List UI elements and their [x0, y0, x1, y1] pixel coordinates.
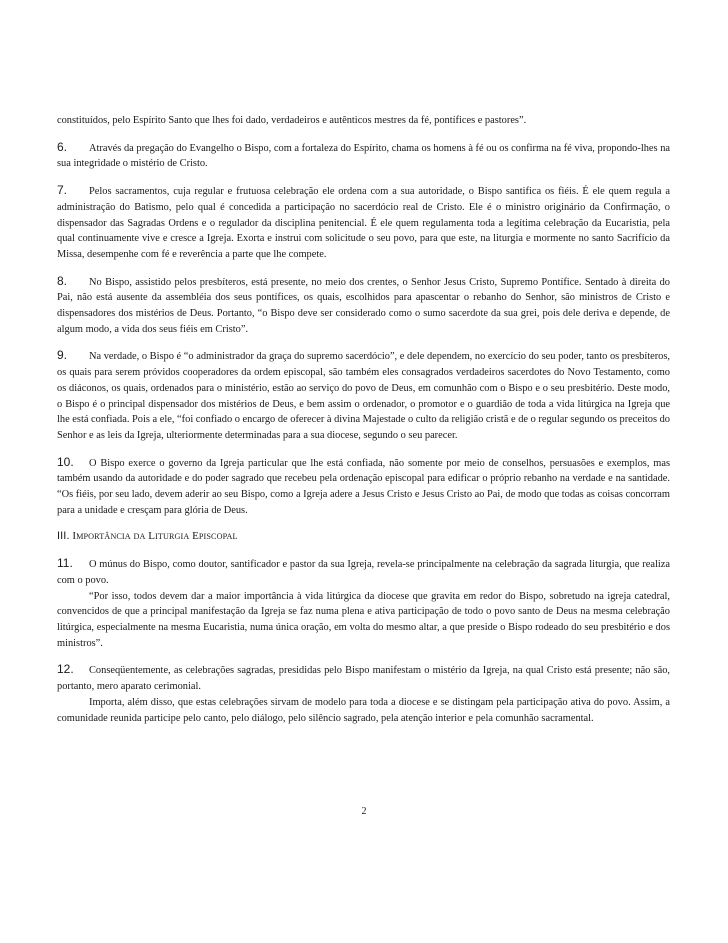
paragraph-number: 8. — [57, 273, 68, 288]
page-number: 2 — [361, 806, 367, 817]
paragraph-text: Na verdade, o Bispo é “o administrador da graça do supremo sacerdócio”, e dele dependem, no exercício do seu poder, tanto os presbíteros, os quais para serem próvidos cooperadores da ordem episcopal, são também eles consagrados verdadeiros sacerdotes do Novo Testamento, como os diáconos, os quais, ordenados para o ministério, estão ao serviço do povo de Deus, em comunhão com o Bispo e o seu presbitério. Deste modo, o Bispo é o principal dispensador dos mistérios de Deus, e bem assim o ordenador, o promotor e o guardião de toda a vida litúrgica na Igreja que lhe está confiada. Pois a ele, “foi confiado o encargo de oferecer à divina Majestade o culto da religião cristã e de o regular segundo os preceitos do Senhor e as leis da Igreja, ulteriormente determinadas para a sua diocese, segundo o seu parecer. — [57, 351, 670, 441]
paragraph-text: Através da pregação do Evangelho o Bispo, com a fortaleza do Espírito, chama os homens à fé ou os confirma na fé viva, propondo-lhes na sua integridade o mistério de Cristo. — [57, 142, 670, 170]
paragraph-7 — [57, 183, 670, 263]
paragraph-10 — [57, 455, 670, 519]
paragraph-text: No Bispo, assistido pelos presbíteros, está presente, no meio dos crentes, o Senhor Jesus Cristo, Supremo Pontífice. Sentado à direita do Pai, não está ausente da assembléia dos seus pontífices, os quais, escolhidos para apascentar o rebanho do Senhor, são ministros de Cristo e dispensadores dos mistérios de Deus. Portanto, “o Bispo deve ser considerado como o sumo sacerdote da sua grei, pois dele deriva e depende, de algum modo, a vida dos seus fiéis em Cristo”. — [57, 276, 670, 335]
heading-word: DA — [133, 532, 146, 542]
paragraph-text: Pelos sacramentos, cuja regular e frutuosa celebração ele ordena com a sua autoridade, o Bispo santifica os fiéis. É ele quem regula a administração do Batismo, pelo qual é concedida a participação no sacerdócio real de Cristo. Ele é o ministro originário da Confirmação, o dispensador das Sagradas Ordens e o regulador da disciplina penitencial. É ele quem regulamenta toda a legítima celebração da Eucaristia, pela qual continuamente vive e cresce a Igreja. Exorta e instrui com solicitude o seu povo, para que este, na liturgia e mormente no santo Sacrifício da Missa, desempenhe com fé e reverência a parte que lhe compete. — [57, 186, 670, 260]
heading-word: ITURGIA — [155, 532, 190, 542]
paragraph-text: Conseqüentemente, as celebrações sagradas, presididas pelo Bispo manifestam o mistério da Igreja, na qual Cristo está presente; não são, portanto, mero aparato cerimonial. — [57, 665, 670, 693]
section-heading — [57, 529, 670, 545]
heading-initial: L — [148, 530, 156, 543]
document-body — [57, 113, 670, 737]
heading-initial: E — [192, 530, 199, 543]
paragraph-text: Importa, além disso, que estas celebrações sirvam de modelo para toda a diocese e se distingam pela participação ativa do povo. Assim, a comunidade reunida participe pelo canto, pelo diálogo, pelo silêncio sagrado, pela atenção interior e pela comunhão sacramental. — [57, 696, 670, 724]
paragraph-11-continuation — [57, 589, 670, 652]
paragraph-9 — [57, 348, 670, 443]
heading-initial: I — [72, 530, 77, 543]
paragraph-11 — [57, 556, 670, 588]
paragraph-12 — [57, 662, 670, 694]
paragraph-number: 10. — [57, 454, 74, 469]
paragraph-6 — [57, 140, 670, 172]
paragraph-text: O múnus do Bispo, como doutor, santificador e pastor da sua Igreja, revela-se principalmente na celebração da sagrada liturgia, que realiza com o povo. — [57, 559, 670, 586]
paragraph-text: O Bispo exerce o governo da Igreja particular que lhe está confiada, não somente por meio de conselhos, persuasões e exemplos, mas também usando da autoridade e do poder sagrado que recebeu pela ordenação episcopal para edificar o próprio rebanho na verdade e na santidade. “Os fiéis, por seu lado, devem aderir ao seu Bispo, como a Igreja adere a Jesus Cristo e Jesus Cristo ao Pai, de modo que todas as coisas concorram para a unidade e cresçam para glória de Deus. — [57, 457, 670, 516]
paragraph-text: “Por isso, todos devem dar a maior importância à vida litúrgica da diocese que gravita em redor do Bispo, sobretudo na igreja catedral, convencidos de que a principal manifestação da Igreja se faz numa plena e ativa participação de todo o povo santo de Deus na mesma celebração litúrgica, especialmente na mesma Eucaristia, numa única oração, em volta do mesmo altar, a que preside o Bispo rodeado do seu presbitério e dos ministros”. — [57, 590, 670, 649]
paragraph-number: 12. — [57, 662, 74, 677]
paragraph-8 — [57, 274, 670, 338]
paragraph-number: 9. — [57, 348, 68, 363]
section-roman-numeral: III. — [57, 530, 70, 543]
paragraph-number: 11. — [57, 556, 73, 571]
paragraph-number: 6. — [57, 139, 68, 154]
paragraph-12-continuation — [57, 695, 670, 726]
heading-word: MPORTÂNCIA — [76, 532, 131, 542]
continuation-paragraph: constituídos, pelo Espírito Santo que lhes foi dado, verdadeiros e autênticos mestres da fé, pontífices e pastores”. — [57, 115, 527, 126]
heading-word: PISCOPAL — [198, 532, 238, 542]
paragraph-number: 7. — [57, 183, 68, 198]
